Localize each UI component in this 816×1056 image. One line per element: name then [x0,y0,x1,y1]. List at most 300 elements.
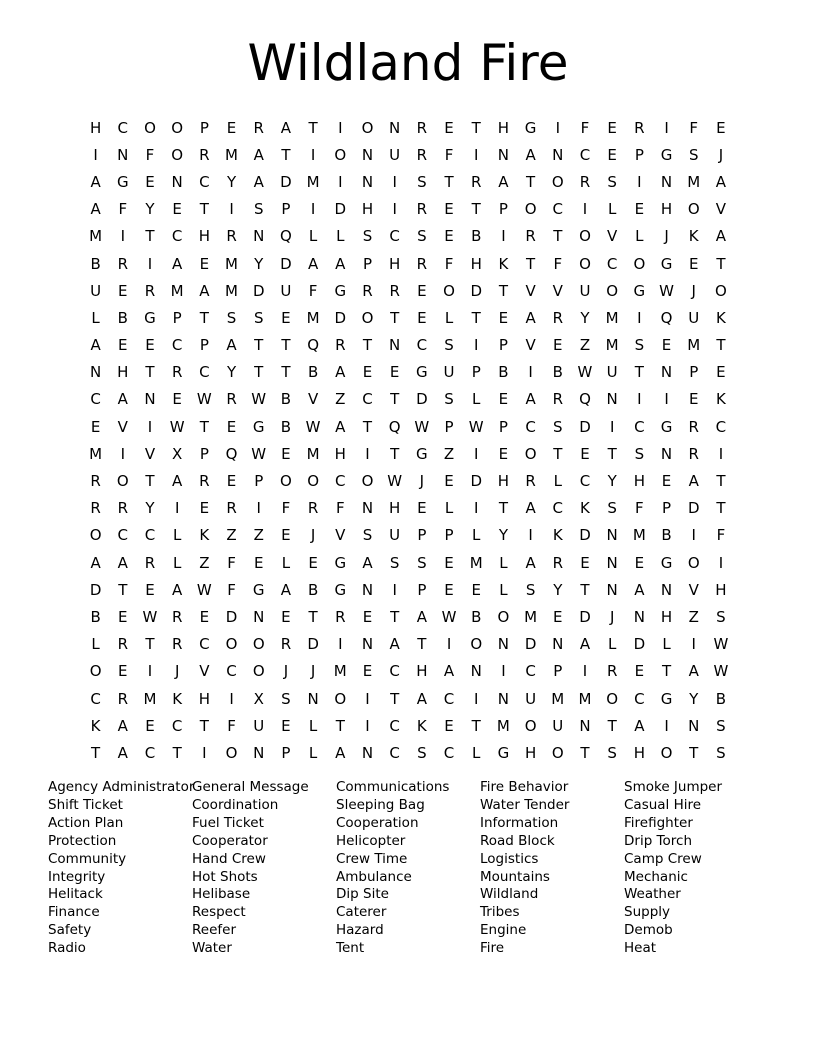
grid-letter: E [634,662,645,681]
grid-letter: R [335,336,346,355]
grid-letter: T [553,444,563,463]
grid-letter: T [172,743,182,762]
grid-letter: R [144,553,156,572]
grid-letter: N [171,172,183,191]
grid-letter: S [389,553,400,572]
grid-letter: R [90,499,101,518]
grid-letter: I [691,526,696,545]
word-list-column [624,779,768,958]
grid-letter: H [660,607,673,626]
grid-letter: C [389,662,400,681]
grid-row [82,196,735,223]
grid-letter: S [417,743,427,762]
grid-letter: T [553,227,563,246]
grid-letter: E [145,716,155,735]
grid-letter: W [577,363,593,382]
grid-letter: B [280,390,292,409]
grid-letter: G [116,172,129,191]
grid-letter: M [578,689,592,708]
grid-letter: C [199,172,210,191]
grid-letter: E [553,336,563,355]
grid-letter: E [716,118,726,137]
grid-letter: I [474,499,479,518]
grid-letter: A [443,662,455,681]
grid-letter: O [660,743,673,762]
word-list-item: Integrity [48,868,106,885]
grid-letter: F [444,145,454,164]
grid-row [82,522,735,549]
grid-letter: F [227,716,236,735]
grid-letter: A [226,336,237,355]
grid-letter: T [716,336,726,355]
grid-letter: T [634,363,644,382]
word-list-item: Reefer [192,922,236,939]
word-list-item: Cooperation [336,814,419,831]
grid-letter: E [498,444,509,463]
grid-letter: L [635,227,644,246]
grid-letter: L [172,553,182,572]
word-list-item: Helicopter [336,832,406,849]
word-list-item: Water [192,940,232,957]
grid-letter: A [579,635,591,654]
grid-letter: T [199,716,209,735]
grid-letter: V [715,200,727,219]
grid-letter: E [90,417,101,436]
grid-letter: H [470,254,482,273]
grid-letter: E [661,472,672,491]
word-list-item: Sleeping Bag [336,796,425,813]
grid-letter: S [253,200,264,219]
grid-letter: Y [607,472,617,491]
grid-row [82,386,735,413]
grid-letter: N [361,499,374,518]
grid-letter: R [552,308,563,327]
grid-letter: T [308,607,318,626]
grid-letter: F [335,499,345,518]
grid-letter: G [660,145,673,164]
grid-letter: M [306,308,320,327]
grid-letter: E [444,118,454,137]
grid-letter: Z [443,444,455,463]
grid-row [82,712,735,739]
grid-letter: A [253,172,264,191]
grid-letter: W [196,390,212,409]
grid-letter: I [637,390,642,409]
grid-letter: M [469,553,483,572]
grid-letter: L [444,308,454,327]
grid-letter: F [227,553,236,572]
grid-letter: G [334,553,347,572]
word-list-item: Water Tender [480,796,570,813]
grid-letter: A [525,499,536,518]
grid-letter: X [172,444,183,463]
grid-letter: S [553,417,563,436]
grid-letter: R [525,472,536,491]
grid-letter: I [582,662,588,681]
grid-letter: T [471,118,481,137]
grid-letter: Q [225,444,238,463]
grid-letter: G [524,118,537,137]
grid-letter: W [713,635,729,654]
grid-letter: A [117,716,128,735]
grid-letter: O [551,172,564,191]
grid-letter: I [691,635,696,654]
grid-letter: K [199,526,210,545]
grid-letter: T [199,417,209,436]
grid-letter: B [307,363,319,382]
grid-letter: R [579,172,591,191]
grid-letter: K [715,308,726,327]
grid-letter: T [145,472,155,491]
grid-letter: N [606,526,618,545]
grid-letter: O [116,472,129,491]
grid-letter: U [606,363,618,382]
grid-letter: H [89,118,102,137]
grid-letter: I [528,363,533,382]
word-list-item: Camp Crew [624,850,702,867]
grid-letter: H [361,200,374,219]
grid-letter: G [660,553,673,572]
grid-letter: H [389,499,401,518]
grid-letter: I [147,417,153,436]
grid-letter: I [392,172,397,191]
grid-letter: P [199,118,209,137]
grid-letter: S [281,689,291,708]
grid-letter: T [145,227,155,246]
grid-letter: A [715,172,727,191]
grid-letter: E [444,716,454,735]
grid-letter: E [281,716,291,735]
grid-letter: I [365,689,370,708]
grid-letter: E [607,145,617,164]
grid-letter: G [252,417,265,436]
grid-letter: T [417,635,427,654]
grid-letter: P [471,363,481,382]
grid-letter: I [174,499,180,518]
grid-letter: E [172,200,182,219]
grid-letter: L [308,743,318,762]
word-list-item: Information [480,814,559,831]
grid-letter: I [310,200,316,219]
grid-letter: R [362,281,373,300]
grid-letter: P [689,363,699,382]
grid-letter: O [633,254,646,273]
grid-letter: O [89,662,102,681]
grid-letter: B [117,308,128,327]
grid-letter: N [117,145,129,164]
grid-letter: A [389,635,400,654]
grid-letter: C [117,118,129,137]
grid-letter: E [417,499,427,518]
grid-letter: I [555,118,560,137]
grid-letter: T [390,308,400,327]
grid-letter: G [334,281,347,300]
grid-letter: O [606,689,619,708]
grid-letter: R [226,499,237,518]
grid-letter: S [444,390,454,409]
grid-letter: E [145,336,155,355]
grid-letter: M [524,607,538,626]
grid-letter: L [607,200,617,219]
grid-letter: A [117,390,128,409]
grid-letter: Q [388,417,401,436]
grid-letter: R [525,227,536,246]
grid-letter: T [661,662,672,681]
grid-letter: I [664,390,669,409]
grid-letter: A [172,580,183,599]
grid-letter: D [334,200,347,219]
grid-letter: H [524,743,537,762]
grid-letter: E [362,607,373,626]
grid-letter: T [145,363,155,382]
grid-letter: Q [660,308,673,327]
grid-letter: O [497,607,510,626]
word-list-item: Fire Behavior [480,779,569,795]
grid-letter: D [579,526,591,545]
grid-letter: L [472,743,481,762]
grid-letter: N [552,635,564,654]
grid-letter: A [307,254,319,273]
grid-letter: V [117,417,128,436]
word-list-item: Casual Hire [624,796,702,813]
grid-letter: C [552,499,564,518]
word-list-item: Wildland [480,886,539,903]
grid-letter: A [498,172,509,191]
grid-letter: L [472,390,481,409]
grid-letter: H [198,227,210,246]
grid-letter: W [251,390,267,409]
grid-letter: T [498,281,508,300]
grid-letter: L [607,635,617,654]
grid-letter: A [172,472,183,491]
grid-letter: N [606,580,618,599]
grid-letter: C [634,417,645,436]
grid-letter: T [498,499,508,518]
grid-letter: I [147,662,153,681]
grid-letter: T [254,336,264,355]
grid-letter: I [338,172,343,191]
grid-letter: E [688,254,699,273]
grid-letter: H [334,444,346,463]
grid-letter: S [634,336,645,355]
grid-letter: S [417,172,427,191]
grid-row [82,141,735,168]
grid-letter: T [91,743,101,762]
grid-letter: A [688,662,699,681]
grid-letter: O [280,472,292,491]
grid-letter: H [416,662,428,681]
grid-letter: D [633,635,646,654]
grid-letter: O [524,716,537,735]
grid-row [82,168,735,195]
grid-letter: M [687,336,701,355]
grid-letter: T [471,716,481,735]
grid-letter: J [691,281,696,300]
grid-letter: E [607,118,617,137]
grid-letter: O [334,689,347,708]
grid-letter: R [552,390,563,409]
grid-letter: E [226,472,237,491]
grid-letter: A [525,145,536,164]
grid-letter: I [392,580,397,599]
grid-letter: R [307,499,319,518]
grid-letter: M [89,444,103,463]
grid-letter: T [580,580,590,599]
grid-letter: E [308,553,318,572]
grid-letter: K [90,716,101,735]
grid-letter: K [688,227,699,246]
grid-letter: G [660,689,673,708]
grid-letter: J [718,145,724,164]
grid-letter: I [501,227,506,246]
word-list-item: Hand Crew [192,850,266,867]
grid-letter: A [117,743,128,762]
grid-letter: R [117,635,128,654]
word-list-item: Mountains [480,868,550,885]
word-list-item: General Message [192,779,309,795]
grid-letter: T [199,308,209,327]
grid-letter: G [334,580,347,599]
grid-letter: O [579,254,591,273]
page-title: Wildland Fire [247,34,569,92]
grid-letter: I [120,227,125,246]
grid-letter: B [90,254,101,273]
grid-letter: E [362,363,373,382]
grid-letter: E [417,281,427,300]
grid-letter: P [498,200,508,219]
grid-letter: S [444,336,454,355]
word-list-item: Supply [624,904,671,921]
grid-row [82,603,735,630]
grid-letter: S [607,172,617,191]
grid-letter: E [444,200,454,219]
grid-letter: Q [280,227,292,246]
grid-letter: A [335,417,346,436]
grid-letter: N [606,553,618,572]
grid-letter: T [716,254,726,273]
grid-letter: F [227,580,236,599]
grid-letter: A [90,553,101,572]
grid-letter: I [501,662,506,681]
grid-letter: T [254,363,264,382]
word-list-item: Coordination [192,796,279,813]
grid-letter: U [443,363,455,382]
grid-letter: T [362,336,373,355]
grid-letter: J [310,526,316,545]
grid-letter: P [362,254,372,273]
grid-letter: N [497,635,510,654]
grid-letter: O [606,281,619,300]
grid-letter: C [525,417,536,436]
grid-letter: D [579,607,591,626]
grid-row [82,495,735,522]
word-list-item: Weather [624,886,681,903]
grid-letter: F [145,145,155,164]
word-list-item: Respect [192,904,246,921]
grid-letter: O [524,444,537,463]
grid-letter: U [389,526,401,545]
grid-letter: A [634,716,645,735]
grid-letter: D [416,390,428,409]
grid-letter: T [607,444,617,463]
grid-letter: A [253,145,264,164]
grid-letter: P [444,526,454,545]
grid-letter: J [609,607,615,626]
grid-letter: V [307,390,319,409]
word-list-item: Smoke Jumper [624,779,723,795]
grid-letter: G [252,580,265,599]
grid-letter: Y [580,308,590,327]
grid-letter: S [525,580,536,599]
grid-letter: R [389,281,400,300]
grid-letter: I [609,417,615,436]
grid-row [82,549,735,576]
grid-letter: T [362,417,373,436]
word-search-grid [82,114,735,767]
grid-letter: A [335,743,346,762]
grid-letter: P [199,444,209,463]
grid-letter: F [444,254,454,273]
grid-letter: M [225,254,238,273]
grid-letter: Z [688,607,699,626]
grid-letter: D [579,417,591,436]
grid-letter: N [361,743,374,762]
grid-letter: A [117,553,128,572]
grid-letter: O [225,635,238,654]
grid-letter: S [688,145,699,164]
grid-letter: J [310,662,316,681]
grid-letter: C [443,689,455,708]
word-list-item: Protection [48,832,117,849]
grid-letter: C [226,662,237,681]
word-list-column [48,779,195,958]
grid-letter: W [196,580,212,599]
grid-letter: L [308,716,318,735]
grid-letter: E [118,607,128,626]
grid-letter: M [632,526,646,545]
word-list-item: Logistics [480,850,539,867]
grid-letter: E [661,336,672,355]
word-list-item: Dip Site [336,886,389,903]
grid-letter: T [526,172,536,191]
word-list-item: Helitack [48,886,103,903]
grid-letter: E [444,227,454,246]
grid-letter: P [662,499,672,518]
grid-letter: O [89,526,102,545]
grid-letter: A [416,607,427,626]
grid-row [82,304,735,331]
grid-letter: H [117,363,129,382]
grid-letter: N [660,444,673,463]
grid-letter: V [552,281,563,300]
word-list-item: Caterer [336,904,387,921]
grid-letter: O [361,118,374,137]
grid-letter: M [605,336,619,355]
grid-letter: C [90,390,101,409]
grid-letter: H [497,472,510,491]
grid-letter: U [688,308,700,327]
grid-letter: S [607,743,617,762]
grid-letter: E [226,417,237,436]
grid-letter: C [525,662,536,681]
word-list-item: Radio [48,940,86,957]
grid-letter: O [687,553,700,572]
grid-letter: L [172,526,182,545]
grid-letter: R [688,417,699,436]
grid-letter: N [89,363,102,382]
grid-letter: B [552,363,563,382]
grid-letter: W [441,607,457,626]
